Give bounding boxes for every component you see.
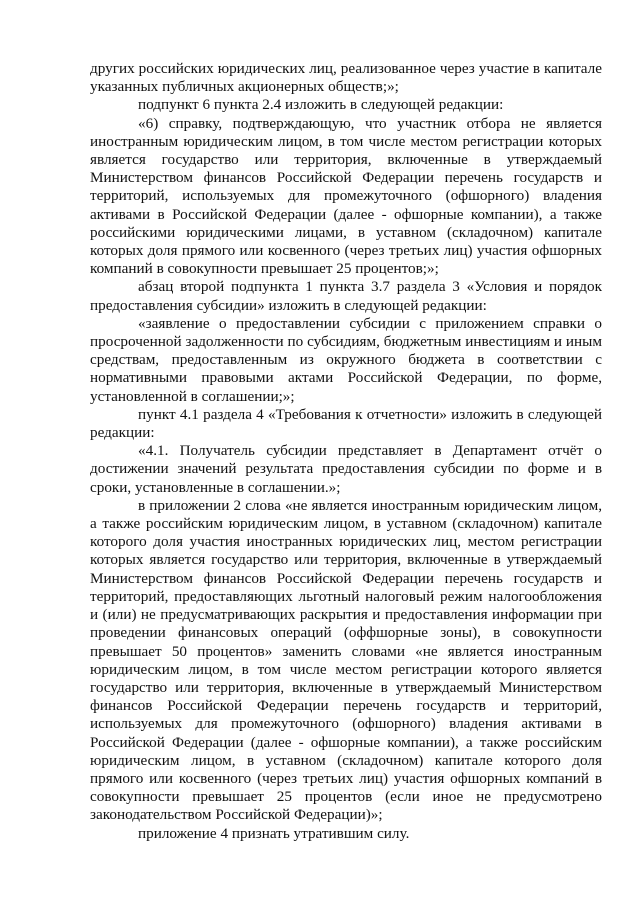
paragraph-amend-subclause-6: подпункт 6 пункта 2.4 изложить в следующей редакции:: [138, 96, 504, 114]
paragraph-quote-clause-4-1: «4.1. Получатель субсидии представляет в Департамент отчёт о достижении значений результата предоставления субсидии по форме и в сроки, установленные в соглашении.»;: [90, 442, 602, 496]
paragraph-amend-clause-3-7: абзац второй подпункта 1 пункта 3.7 раздела 3 «Условия и порядок предоставления субсидии» изложить в следующей редакции:: [90, 278, 602, 314]
paragraph-continuation: других российских юридических лиц, реализованное через участие в капитале указанных публичных акционерных обществ;»;: [90, 60, 602, 96]
paragraph-amend-clause-4-1: пункт 4.1 раздела 4 «Требования к отчетности» изложить в следующей редакции:: [90, 405, 602, 442]
paragraph-appendix-4-repeal: приложение 4 признать утратившим силу.: [138, 824, 410, 842]
paragraph-appendix-2-replacement: в приложении 2 слова «не является иностранным юридическим лицом, а также российским юридическим лицом, в уставном (складочном) капитале которого доля участия иностранных юридических лиц, местом регистрации которых является государство или территория, включенные в утверждаемый Министерством финансов Российской Федерации перечень государств и территорий, предоставляющих льготный налоговый режим налогообложения и (или) не предусматривающих раскрытия и предоставления информации при проведении финансовых операций (оффшорные зоны), в совокупности превышает 50 процентов» заменить словами «не является иностранным юридическим лицом, в том числе местом регистрации которого является государство или территория, включенные в утверждаемый Министерством финансов Российской Федерации перечень государств и территорий, используемых для промежуточного (офшорного) владения активами в Российской Федерации (далее - офшорные компании), а также российским юридическим лицом, в уставном (складочном) капитале которого доля прямого или косвенного (через третьих лиц) участия офшорных компаний в совокупности превышает 25 процентов (если иное не предусмотрено законодательством Российской Федерации)»;: [90, 496, 602, 824]
document-page: [90, 60, 602, 843]
paragraph-quote-subclause-6: «6) справку, подтверждающую, что участник отбора не является иностранным юридическим лицом, в том числе местом регистрации которых является государство или территория, включенные в утверждаемый Министерством финансов Российской Федерации перечень государств и территорий, используемых для промежуточного (офшорного) владения активами в Российской Федерации (далее - офшорные компании), а также российскими юридическими лицами, в уставном (складочном) капитале которых доля прямого или косвенного (через третьих лиц) участия офшорных компаний в совокупности превышает 25 процентов;»;: [90, 114, 602, 278]
paragraph-quote-application: «заявление о предоставлении субсидии с приложением справки о просроченной задолженности по субсидиям, бюджетным инвестициям и иным средствам, предоставленным из окружного бюджета в соответствии с нормативными правовыми актами Российской Федерации, по форме, установленной в соглашении;»;: [90, 314, 602, 405]
